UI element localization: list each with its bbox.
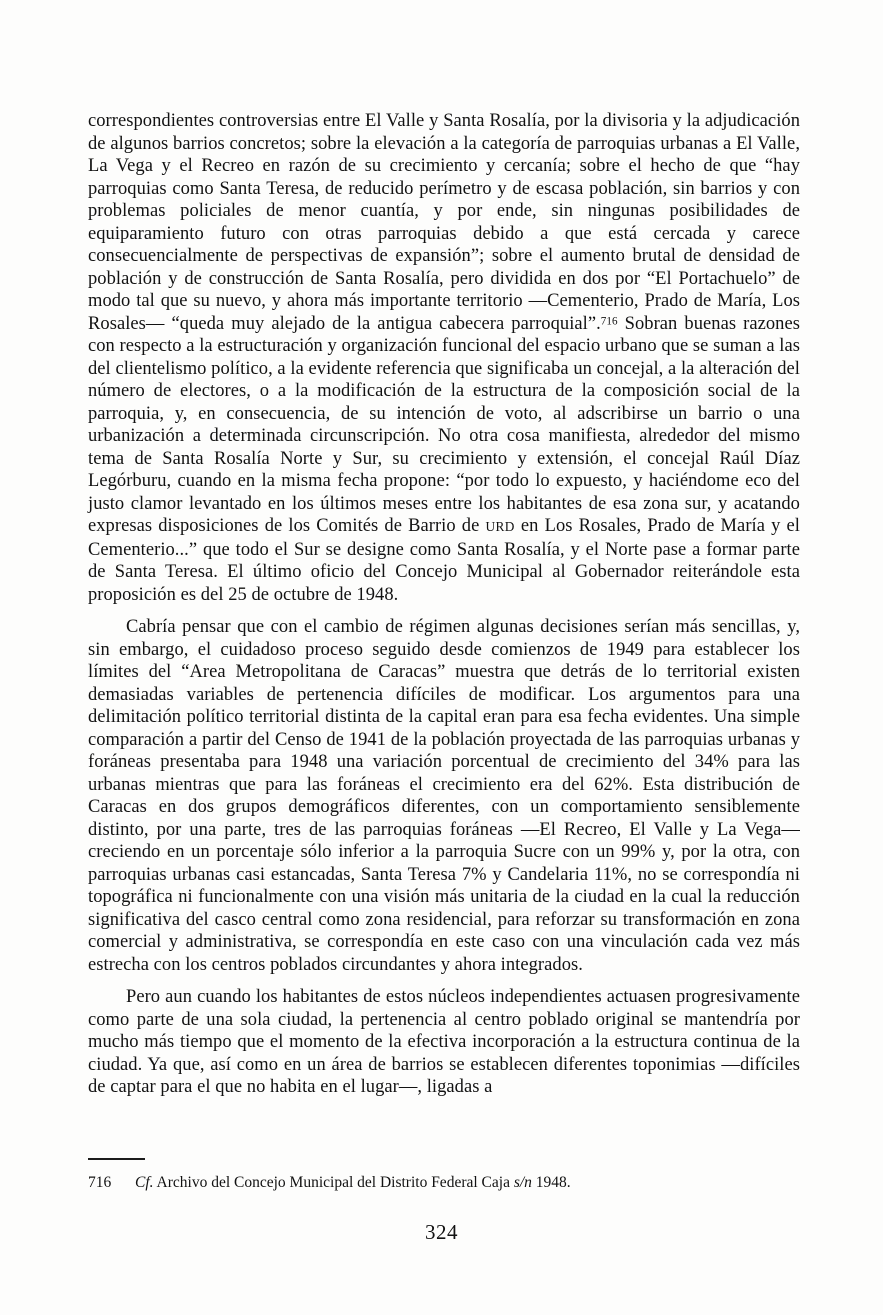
body-text: [88, 110, 800, 1099]
text-segment: 1948.: [531, 1174, 571, 1191]
page-number: 324: [425, 1220, 458, 1244]
text-segment: correspondientes controversias entre El Valle y Santa Rosalía, por la divisoria y la adjudicación de algunos barrios concretos; sobre la elevación a la categoría de parroquias urbanas a El Valle, La Vega y el Recreo en razón de su crecimiento y cercanía; sobre el hecho de que “hay parroquias como Santa Teresa, de reducido perímetro y de escasa población, sin barrios y con problemas policiales de menor cuantía, y por ende, sin ningunas posibilidades de equiparamiento futuro con otras parroquias debido a que está cercada y carece consecuencialmente de perspectivas de expansión”; sobre el aumento brutal de densidad de población y de construcción de Santa Rosalía, pero dividida en dos por “El Portachuelo” de modo tal que su nuevo, y ahora más importante territorio —Cementerio, Prado de María, Los Rosales— “queda muy alejado de la antigua cabecera parroquial”.: [88, 111, 800, 334]
footnote-716: [88, 1173, 800, 1192]
text-segment: Cabría pensar que con el cambio de régimen algunas decisiones serían más sencillas, y, sin embargo, el cuidadoso proceso seguido desde comienzos de 1949 para establecer los límites del “Area Metropolitana de Caracas” muestra que detrás de lo territorial existen demasiadas variables de pertenencia difíciles de modificar. Los argumentos para una delimitación político territorial distinta de la capital eran para esa fecha evidentes. Una simple comparación a partir del Censo de 1941 de la población proyectada de las parroquias urbanas y foráneas presentaba para 1948 una variación porcentual de crecimiento del 34% para las urbanas mientras que para las foráneas el crecimiento era del 62%. Esta distribución de Caracas en dos grupos demográficos diferentes, con un comportamiento sensiblemente distinto, por una parte, tres de las parroquias foráneas —El Recreo, El Valle y La Vega— creciendo en un porcentaje sólo inferior a la parroquia Sucre con un 99% y, por la otra, con parroquias urbanas casi estancadas, Santa Teresa 7% y Candelaria 11%, no se correspondía ni topográfica ni funcionalmente con una visión más unitaria de la ciudad en la cual la reducción significativa del casco central como zona residencial, para reforzar su transformación en zona comercial y administrativa, se correspondía en este caso con una vinculación cada vez más estrecha con los centros poblados circundantes y ahora integrados.: [88, 617, 800, 975]
paragraph-3: [88, 986, 800, 1099]
footnote-number: 716: [88, 1174, 112, 1191]
paragraph-1: [88, 110, 800, 606]
footnote-ref: 716: [600, 315, 618, 328]
text-segment: en Los Rosales, Prado de María y el Cementerio...” que todo el Sur se designe como Santa Rosalía, y el Norte pase a formar parte de Santa Teresa. El último oficio del Concejo Municipal al Gobernador reiterándole esta proposición es del 25 de octubre de 1948.: [88, 516, 800, 605]
text-segment: s/n: [513, 1174, 532, 1191]
text-segment: URD: [485, 519, 515, 534]
text-segment: Cf.: [135, 1174, 154, 1191]
text-segment: Archivo del Concejo Municipal del Distrito Federal Caja: [153, 1174, 514, 1191]
footnote-separator-rule: [88, 1158, 145, 1160]
text-segment: Sobran buenas razones con respecto a la estructuración y organización funcional del espacio urbano que se suman a las del clientelismo político, a la evidente referencia que significaba un concejal, a la alteración del número de electores, o a la modificación de la estructura de la composición social de la parroquia, y, en consecuencia, de su intención de voto, al adscribirse un barrio o una urbanización a determinada circunscripción. No otra cosa manifiesta, alrededor del mismo tema de Santa Rosalía Norte y Sur, su crecimiento y extensión, el concejal Raúl Díaz Legórburu, cuando en la misma fecha propone: “por todo lo expuesto, y haciéndome eco del justo clamor levantado en los últimos meses entre los habitantes de esa zona sur, y acatando expresas disposiciones de los Comités de Barrio de: [88, 313, 800, 536]
footnote-area: [88, 1158, 800, 1192]
footnote-text: [135, 1173, 800, 1192]
paragraph-2: [88, 616, 800, 976]
text-segment: Pero aun cuando los habitantes de estos núcleos independientes actuasen progresivamente como parte de una sola ciudad, la pertenencia al centro poblado original se mantendría por mucho más tiempo que el momento de la efectiva incorporación a la estructura continua de la ciudad. Ya que, así como en un área de barrios se establecen diferentes toponimias —difíciles de captar para el que no habita en el lugar—, ligadas a: [88, 987, 800, 1097]
